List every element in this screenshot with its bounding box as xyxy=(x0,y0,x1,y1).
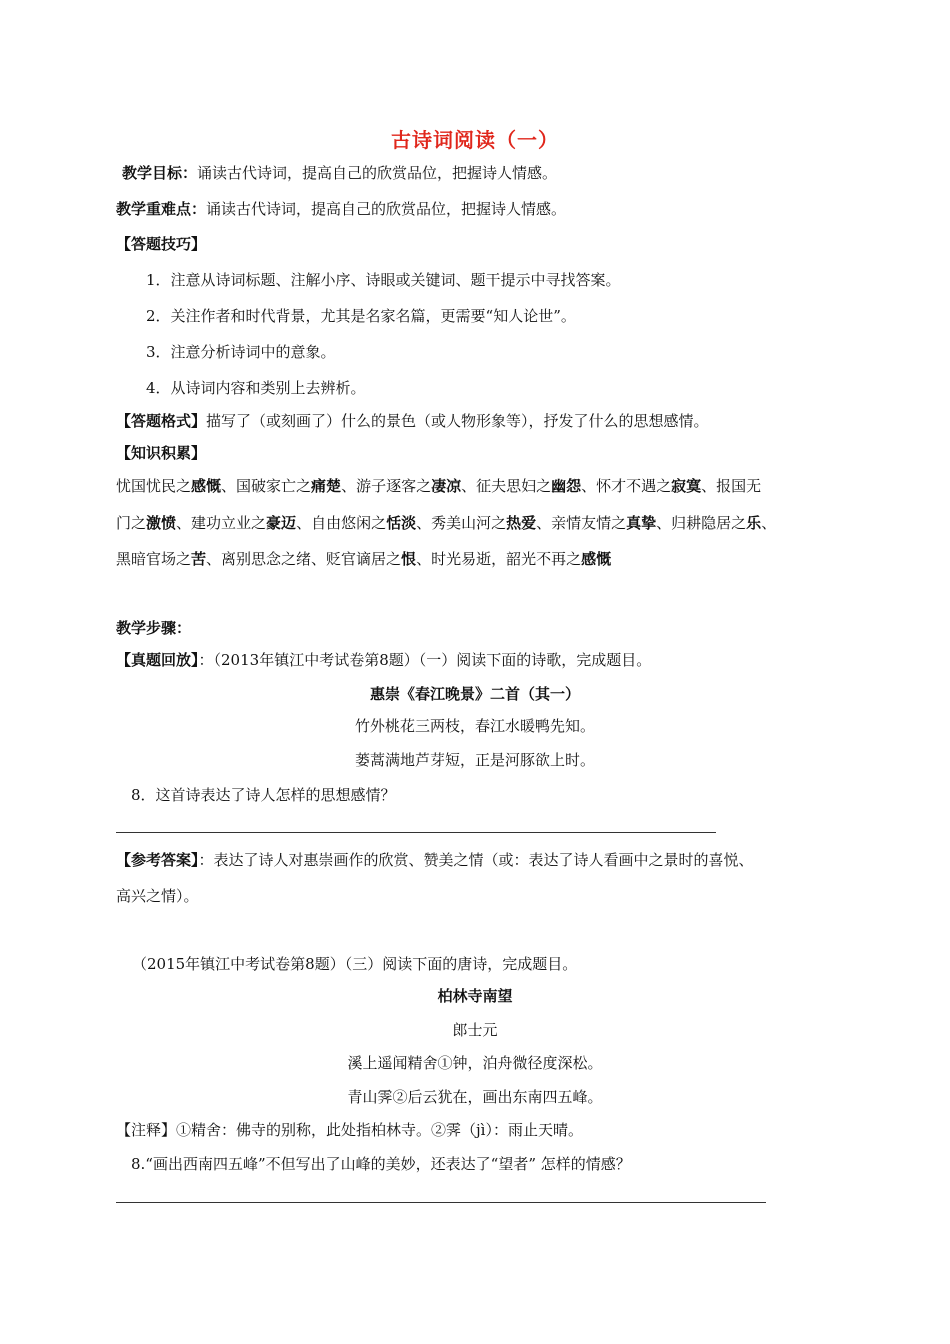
q2-poem-title: 柏林寺南望 xyxy=(437,987,513,1005)
q2-note xyxy=(116,1120,583,1140)
knowledge-keyword: 感慨 xyxy=(581,550,612,568)
knowledge-text: 、亲情友情之 xyxy=(536,514,627,532)
tips-heading: 【答题技巧】 xyxy=(116,235,207,253)
knowledge-heading: 【知识积累】 xyxy=(116,444,207,462)
q1-answer-line-1 xyxy=(116,850,754,870)
q2-poem-line: 溪上遥闻精舍①钟，泊舟微径度深松。 xyxy=(347,1054,603,1072)
knowledge-keyword: 凄凉 xyxy=(431,477,462,495)
q2-poem-author: 郎士元 xyxy=(452,1021,498,1039)
q2-note-label: 【注释】 xyxy=(116,1121,177,1139)
q2-intro: （2015年镇江中考试卷第8题）（三）阅读下面的唐诗，完成题目。 xyxy=(132,955,578,973)
knowledge-keyword: 感慨 xyxy=(191,477,222,495)
tip-item: 3．注意分析诗词中的意象。 xyxy=(146,343,336,361)
q1-answer-text: ：表达了诗人对惠崇画作的欣赏、赞美之情（或：表达了诗人看画中之景时的喜悦、 xyxy=(198,851,754,869)
q2-poem-line: 青山霁②后云犹在，画出东南四五峰。 xyxy=(347,1088,603,1106)
answer-blank-line xyxy=(116,832,716,833)
steps-heading: 教学步骤： xyxy=(116,619,192,637)
teaching-goal-text: 诵读古代诗词，提高自己的欣赏品位，把握诗人情感。 xyxy=(197,164,558,182)
knowledge-keyword: 热爱 xyxy=(506,514,537,532)
teaching-goal-label: 教学目标： xyxy=(122,164,198,182)
tip-item: 1．注意从诗词标题、注解小序、诗眼或关键词、题干提示中寻找答案。 xyxy=(146,271,621,289)
answer-format-text: 描写了（或刻画了）什么的景色（或人物形象等），抒发了什么的思想感情。 xyxy=(206,412,709,430)
q1-question: 8．这首诗表达了诗人怎样的思想感情？ xyxy=(131,786,396,804)
teaching-key-text: 诵读古代诗词，提高自己的欣赏品位，把握诗人情感。 xyxy=(206,200,567,218)
knowledge-text: 忧国忧民之 xyxy=(116,477,192,495)
q1-poem-line: 竹外桃花三两枝，春江水暖鸭先知。 xyxy=(354,717,595,735)
tip-item: 2．关注作者和时代背景，尤其是名家名篇，更需要“知人论世”。 xyxy=(146,307,576,325)
knowledge-line-3 xyxy=(116,549,611,569)
teaching-goal xyxy=(122,163,557,183)
knowledge-text: 黑暗官场之 xyxy=(116,550,192,568)
q1-answer-label: 【参考答案】 xyxy=(116,851,199,869)
knowledge-line-1 xyxy=(116,476,761,496)
knowledge-text: 、归耕隐居之 xyxy=(656,514,747,532)
answer-blank-line xyxy=(116,1202,766,1203)
q1-poem-line: 蒌蒿满地芦芽短，正是河豚欲上时。 xyxy=(354,751,595,769)
knowledge-text: 、怀才不遇之 xyxy=(581,477,672,495)
knowledge-line-2 xyxy=(116,513,776,533)
knowledge-keyword: 真挚 xyxy=(626,514,657,532)
knowledge-text: 、报国无 xyxy=(701,477,762,495)
knowledge-keyword: 痛楚 xyxy=(311,477,342,495)
knowledge-text: 、征夫思妇之 xyxy=(461,477,552,495)
knowledge-text: 、时光易逝，韶光不再之 xyxy=(416,550,582,568)
knowledge-text: 门之 xyxy=(116,514,147,532)
knowledge-text: 、游子逐客之 xyxy=(341,477,432,495)
knowledge-keyword: 苦 xyxy=(191,550,207,568)
tip-item: 4．从诗词内容和类别上去辨析。 xyxy=(146,379,366,397)
q1-intro-text: ：（2013年镇江中考试卷第8题）（一）阅读下面的诗歌，完成题目。 xyxy=(198,651,652,669)
q1-intro xyxy=(116,650,651,670)
knowledge-keyword: 激愤 xyxy=(146,514,177,532)
knowledge-text: 、秀美山河之 xyxy=(416,514,507,532)
knowledge-text: 、 xyxy=(761,514,777,532)
knowledge-keyword: 乐 xyxy=(746,514,762,532)
knowledge-text: 、离别思念之绪、贬官谪居之 xyxy=(206,550,402,568)
q2-note-text: ①精舍：佛寺的别称，此处指柏林寺。②霁（jì）：雨止天晴。 xyxy=(176,1121,583,1139)
knowledge-keyword: 恬淡 xyxy=(386,514,417,532)
teaching-key-label: 教学重难点： xyxy=(116,200,207,218)
q1-answer-line-2: 高兴之情）。 xyxy=(116,887,199,905)
q1-poem-title: 惠崇《春江晚景》二首（其一） xyxy=(369,685,580,703)
knowledge-keyword: 豪迈 xyxy=(266,514,297,532)
knowledge-text: 、国破家亡之 xyxy=(221,477,312,495)
q1-label: 【真题回放】 xyxy=(116,651,199,669)
q2-question: 8.“画出西南四五峰”不但写出了山峰的美妙，还表达了“望者” 怎样的情感？ xyxy=(131,1155,631,1173)
answer-format xyxy=(116,411,709,431)
knowledge-keyword: 寂寞 xyxy=(671,477,702,495)
knowledge-text: 、自由悠闲之 xyxy=(296,514,387,532)
knowledge-keyword: 幽怨 xyxy=(551,477,582,495)
teaching-key xyxy=(116,199,566,219)
knowledge-keyword: 恨 xyxy=(401,550,417,568)
answer-format-label: 【答题格式】 xyxy=(116,412,207,430)
page-title: 古诗词阅读（一） xyxy=(391,128,559,152)
knowledge-text: 、建功立业之 xyxy=(176,514,267,532)
